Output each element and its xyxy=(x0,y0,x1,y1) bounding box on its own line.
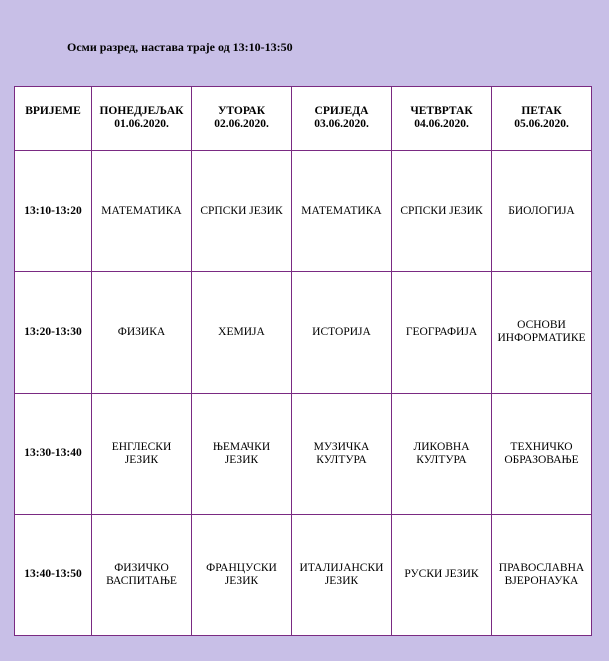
subject-line: ИНФОРМАТИКЕ xyxy=(497,332,586,345)
time-slot: 13:10-13:20 xyxy=(15,151,92,272)
subject-line: ЛИКОВНА xyxy=(413,440,470,453)
subject-line: МАТЕМАТИКА xyxy=(301,204,382,217)
subject-cell xyxy=(392,514,492,635)
subject-cell xyxy=(492,151,592,272)
day-name: УТОРАК xyxy=(217,105,266,117)
time-column-header: ВРИЈЕМЕ xyxy=(15,87,92,151)
day-date: 02.06.2020. xyxy=(214,118,269,130)
subject-cell xyxy=(392,272,492,393)
subject-line: ТЕХНИЧКО xyxy=(510,440,573,453)
header-row xyxy=(15,87,592,151)
subject-line: ОСНОВИ xyxy=(517,319,566,332)
subject-line: ФИЗИЧКО xyxy=(114,561,169,574)
day-header-friday xyxy=(492,87,592,151)
page-title: Осми разред, настава траје од 13:10-13:50 xyxy=(67,40,293,54)
day-date: 01.06.2020. xyxy=(114,118,169,130)
subject-cell xyxy=(292,272,392,393)
schedule-table xyxy=(14,86,592,636)
subject-line: ЈЕЗИК xyxy=(124,453,159,466)
subject-line: МАТЕМАТИКА xyxy=(101,204,182,217)
subject-line: ФИЗИКА xyxy=(117,325,166,338)
day-date: 03.06.2020. xyxy=(314,118,369,130)
subject-cell xyxy=(492,272,592,393)
subject-line: ВАСПИТАЊЕ xyxy=(106,574,177,587)
subject-cell xyxy=(492,393,592,514)
subject-line: ЕНГЛЕСКИ xyxy=(111,440,172,453)
subject-cell xyxy=(192,514,292,635)
day-header-thursday xyxy=(392,87,492,151)
subject-line: ВЈЕРОНАУКА xyxy=(504,574,579,587)
time-slot: 13:40-13:50 xyxy=(15,514,92,635)
day-name: ЧЕТВРТАК xyxy=(410,105,473,117)
subject-line: КУЛТУРА xyxy=(316,453,367,466)
subject-cell xyxy=(292,151,392,272)
subject-line: ИТАЛИЈАНСКИ xyxy=(299,561,384,574)
time-slot: 13:30-13:40 xyxy=(15,393,92,514)
subject-line: СРПСКИ ЈЕЗИК xyxy=(400,204,483,217)
subject-line: ФРАНЦУСКИ xyxy=(206,561,277,574)
subject-line: МУЗИЧКА xyxy=(313,440,370,453)
subject-line: ЈЕЗИК xyxy=(224,453,259,466)
subject-line: ЈЕЗИК xyxy=(224,574,259,587)
subject-cell xyxy=(392,151,492,272)
subject-cell xyxy=(192,393,292,514)
day-date: 05.06.2020. xyxy=(514,118,569,130)
table-row xyxy=(15,151,592,272)
subject-cell xyxy=(92,393,192,514)
subject-cell xyxy=(292,514,392,635)
table-row xyxy=(15,272,592,393)
subject-line: ГЕОГРАФИЈА xyxy=(405,325,478,338)
subject-line: ИСТОРИЈА xyxy=(312,325,371,338)
day-name: СРИЈЕДА xyxy=(314,105,369,117)
subject-line: КУЛТУРА xyxy=(416,453,467,466)
day-date: 04.06.2020. xyxy=(414,118,469,130)
subject-line: ПРАВОСЛАВНА xyxy=(498,561,585,574)
subject-line: БИОЛОГИЈА xyxy=(508,204,575,217)
table-row xyxy=(15,393,592,514)
subject-cell xyxy=(192,151,292,272)
day-name: ПЕТАК xyxy=(521,105,562,117)
subject-line: ЊЕМАЧКИ xyxy=(212,440,271,453)
day-header-wednesday xyxy=(292,87,392,151)
subject-line: РУСКИ ЈЕЗИК xyxy=(404,568,479,581)
day-name: ПОНЕДЈЕЉАК xyxy=(99,105,184,117)
subject-cell xyxy=(92,151,192,272)
subject-cell xyxy=(92,514,192,635)
subject-line: ХЕМИЈА xyxy=(218,325,265,338)
table-row xyxy=(15,514,592,635)
subject-line: ЈЕЗИК xyxy=(324,574,359,587)
time-slot: 13:20-13:30 xyxy=(15,272,92,393)
subject-cell xyxy=(292,393,392,514)
day-header-tuesday xyxy=(192,87,292,151)
subject-cell xyxy=(392,393,492,514)
subject-line: СРПСКИ ЈЕЗИК xyxy=(200,204,283,217)
subject-line: ОБРАЗОВАЊЕ xyxy=(504,453,579,466)
subject-cell xyxy=(492,514,592,635)
subject-cell xyxy=(92,272,192,393)
day-header-monday xyxy=(92,87,192,151)
subject-cell xyxy=(192,272,292,393)
